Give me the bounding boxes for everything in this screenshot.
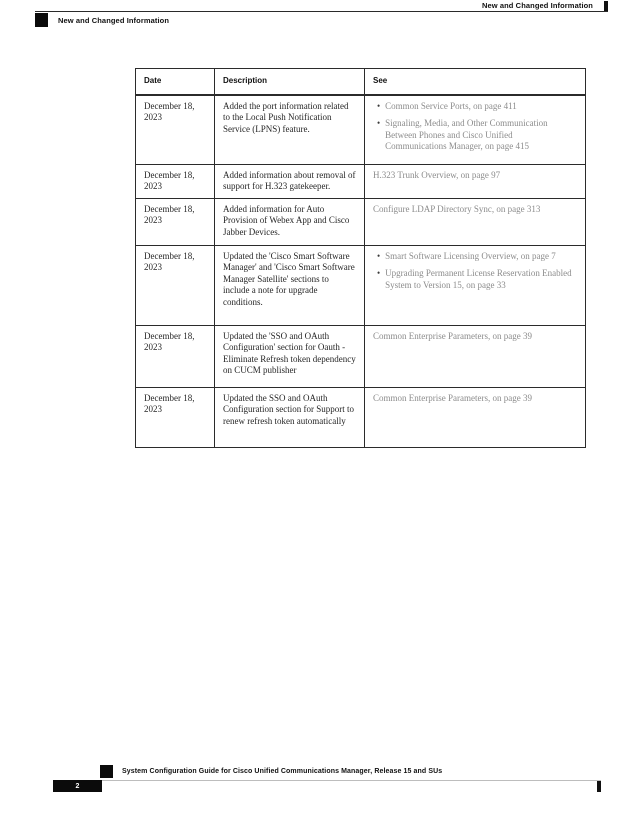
see-link[interactable]: H.323 Trunk Overview, on page 97 <box>373 169 501 180</box>
change-history-table <box>135 68 586 448</box>
footer-heading <box>100 765 442 778</box>
see-link[interactable]: Configure LDAP Directory Sync, on page 313 <box>373 203 541 214</box>
see-link[interactable]: Upgrading Permanent License Reservation Enabled System to Version 15, on page 33 <box>385 268 572 290</box>
section-heading <box>35 13 169 27</box>
footer-edge-bar <box>597 781 601 792</box>
running-header: New and Changed Information <box>481 1 593 10</box>
see-list-item <box>377 268 575 291</box>
table-row <box>136 387 586 447</box>
see-cell <box>365 95 586 165</box>
table-row <box>136 95 586 165</box>
bullet-icon: • <box>377 250 381 261</box>
description-cell: Updated the 'Cisco Smart Software Manager' and 'Cisco Smart Software Manager Satellite' sections to include a note for upgrade conditions. <box>215 245 365 325</box>
description-cell: Added information for Auto Provision of Webex App and Cisco Jabber Devices. <box>215 198 365 245</box>
table-row <box>136 164 586 198</box>
date-cell: December 18, 2023 <box>136 245 215 325</box>
section-title: New and Changed Information <box>58 15 170 25</box>
table-header-row <box>136 69 586 95</box>
see-list-item <box>377 101 575 113</box>
bullet-icon: • <box>377 268 381 278</box>
date-cell: December 18, 2023 <box>136 387 215 447</box>
description-cell: Updated the SSO and OAuth Configuration section for Support to renew refresh token automatically <box>215 387 365 447</box>
bullet-icon: • <box>377 100 381 111</box>
see-link[interactable]: Common Service Ports, on page 411 <box>385 100 517 111</box>
date-cell: December 18, 2023 <box>136 325 215 387</box>
section-square-icon <box>35 13 48 27</box>
page-number-box <box>53 780 102 792</box>
table-row <box>136 198 586 245</box>
see-link[interactable]: Smart Software Licensing Overview, on page 7 <box>385 250 556 261</box>
see-cell <box>365 325 586 387</box>
header-rule <box>35 11 608 12</box>
table-row <box>136 325 586 387</box>
bullet-icon: • <box>377 118 381 128</box>
col-header-date: Date <box>136 69 215 95</box>
see-list-item <box>377 118 575 153</box>
description-cell: Added the port information related to the Local Push Notification Service (LPNS) feature. <box>215 95 365 165</box>
date-cell: December 18, 2023 <box>136 198 215 245</box>
see-link[interactable]: Common Enterprise Parameters, on page 39 <box>373 392 532 403</box>
col-header-see: See <box>365 69 586 95</box>
description-cell: Added information about removal of support for H.323 gatekeeper. <box>215 164 365 198</box>
page-number: 2 <box>75 782 80 790</box>
description-cell: Updated the 'SSO and OAuth Configuration' section for Oauth - Eliminate Refresh token dependency on CUCM publisher <box>215 325 365 387</box>
table-row <box>136 245 586 325</box>
footer-rule <box>53 780 601 781</box>
see-cell <box>365 387 586 447</box>
see-cell <box>365 164 586 198</box>
footer-title: System Configuration Guide for Cisco Unified Communications Manager, Release 15 and SUs <box>122 768 443 775</box>
col-header-description: Description <box>215 69 365 95</box>
date-cell: December 18, 2023 <box>136 95 215 165</box>
footer-square-icon <box>100 765 113 778</box>
see-list-item <box>377 251 575 263</box>
see-link[interactable]: Common Enterprise Parameters, on page 39 <box>373 330 532 341</box>
see-cell <box>365 198 586 245</box>
date-cell: December 18, 2023 <box>136 164 215 198</box>
see-link[interactable]: Signaling, Media, and Other Communication Between Phones and Cisco Unified Communications Manager, on page 415 <box>385 118 548 151</box>
see-cell <box>365 245 586 325</box>
